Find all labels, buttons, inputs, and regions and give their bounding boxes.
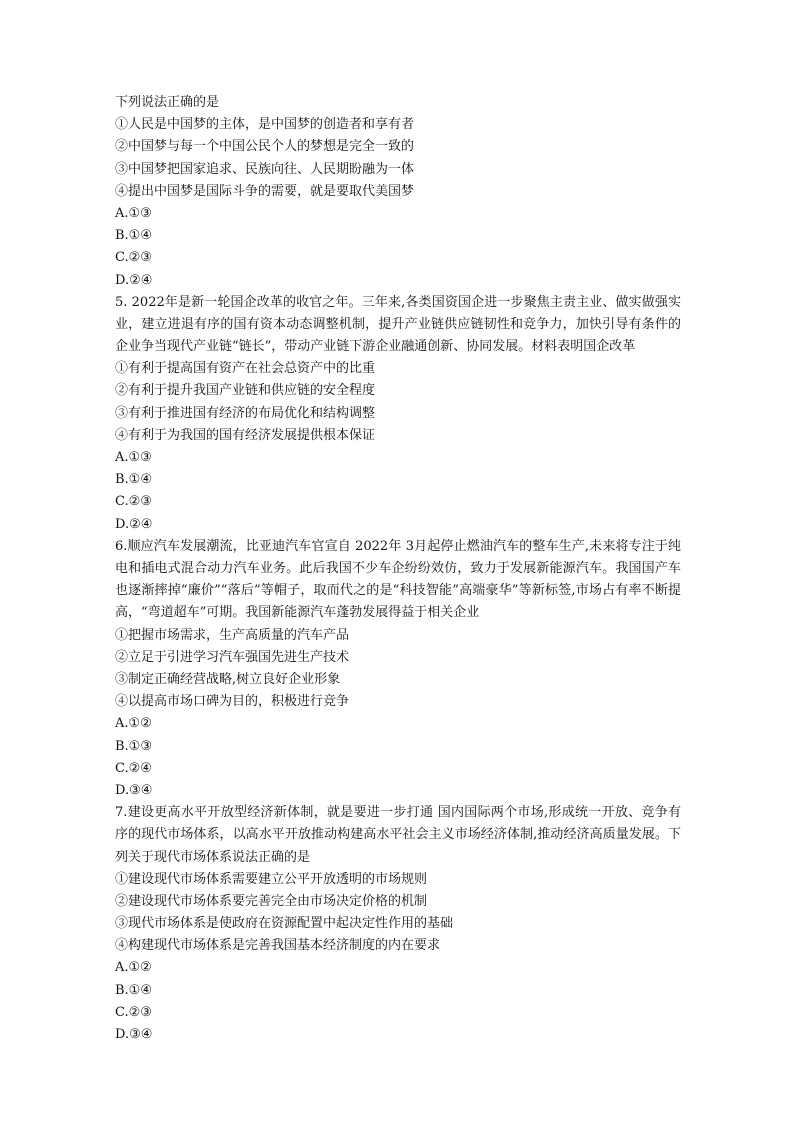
statement-1: ①把握市场需求，生产高质量的汽车产品 [115, 627, 350, 643]
statement-2: ②立足于引进学习汽车强国先进生产技术 [115, 649, 350, 665]
exam-page [115, 92, 681, 1046]
statement-2: ②有利于提升我国产业链和供应链的安全程度 [115, 383, 376, 399]
option-b: B.①④ [115, 228, 152, 244]
question-stem: 6.顺应汽车发展潮流，比亚迪汽车官宣自 2022年 3月起停止燃油汽车的整车生产,未来将专注于纯电和插电式混合动力汽车业务。此后我国不少车企纷纷效仿，致力于发展新能源汽车。我国国产车也逐渐摔掉“廉价”“落后”等帽子，取而代之的是“科技智能”高端豪华”等新标签,市场占有率不断提高，“弯道超车”可期。我国新能源汽车蓬勃发展得益于相关企业 [115, 538, 681, 621]
option-a: A.①② [115, 716, 152, 732]
question-5 [115, 292, 681, 536]
statement-3: ③制定正确经营战略,树立良好企业形象 [115, 671, 341, 687]
option-d: D.③④ [115, 1027, 153, 1043]
option-c: C.②③ [115, 494, 152, 510]
option-c: C.②④ [115, 760, 152, 776]
statement-4: ④有利于为我国的国有经济发展提供根本保证 [115, 427, 376, 443]
question-stem: 下列说法正确的是 [115, 95, 220, 110]
option-a: A.①② [115, 960, 152, 976]
statement-1: ①人民是中国梦的主体，是中国梦的创造者和享有者 [115, 117, 415, 133]
question-4 [115, 92, 681, 292]
statement-1: ①有利于提高国有资产在社会总资产中的比重 [115, 361, 376, 377]
option-d: D.②④ [115, 516, 153, 532]
option-a: A.①③ [115, 450, 152, 466]
question-6 [115, 536, 681, 802]
statement-4: ④以提高市场口碑为目的，积极进行竞争 [115, 694, 350, 710]
option-b: B.①④ [115, 982, 152, 998]
option-a: A.①③ [115, 205, 152, 221]
option-d: D.③④ [115, 782, 153, 798]
option-b: B.①③ [115, 738, 152, 754]
option-b: B.①④ [115, 472, 152, 488]
statement-1: ①建设现代市场体系需要建立公平开放透明的市场规则 [115, 871, 428, 887]
statement-4: ④构建现代市场体系是完善我国基本经济制度的内在要求 [115, 938, 441, 954]
option-d: D.②④ [115, 272, 153, 288]
statement-3: ③中国梦把国家追求、民族向往、人民期盼融为一体 [115, 161, 415, 177]
option-c: C.②③ [115, 250, 152, 266]
question-stem: 5. 2022年是新一轮国企改革的收官之年。三年来,各类国资国企进一步聚焦主责主业、做实做强实业，建立进退有序的国有资本动态调整机制，提升产业链供应链韧性和竞争力，加快引导有条件的企业争当现代产业链“链长”，带动产业链下游企业融通创新、协同发展。材料表明国企改革 [115, 294, 681, 355]
option-c: C.②③ [115, 1004, 152, 1020]
statement-2: ②建设现代市场体系要完善完全由市场决定价格的机制 [115, 893, 428, 909]
question-stem: 7.建设更高水平开放型经济新体制，就是要进一步打通 国内国际两个市场,形成统一开放、竞争有序的现代市场体系，以高水平开放推动构建高水平社会主义市场经济体制,推动经济高质量发展。下列关于现代市场体系说法正确的是 [115, 805, 681, 865]
statement-3: ③有利于推进国有经济的布局优化和结构调整 [115, 405, 376, 421]
statement-4: ④提出中国梦是国际斗争的需要，就是要取代美国梦 [115, 183, 415, 199]
statement-3: ③现代市场体系是使政府在资源配置中起决定性作用的基础 [115, 916, 454, 932]
statement-2: ②中国梦与每一个中国公民个人的梦想是完全一致的 [115, 139, 415, 155]
question-7 [115, 802, 681, 1046]
